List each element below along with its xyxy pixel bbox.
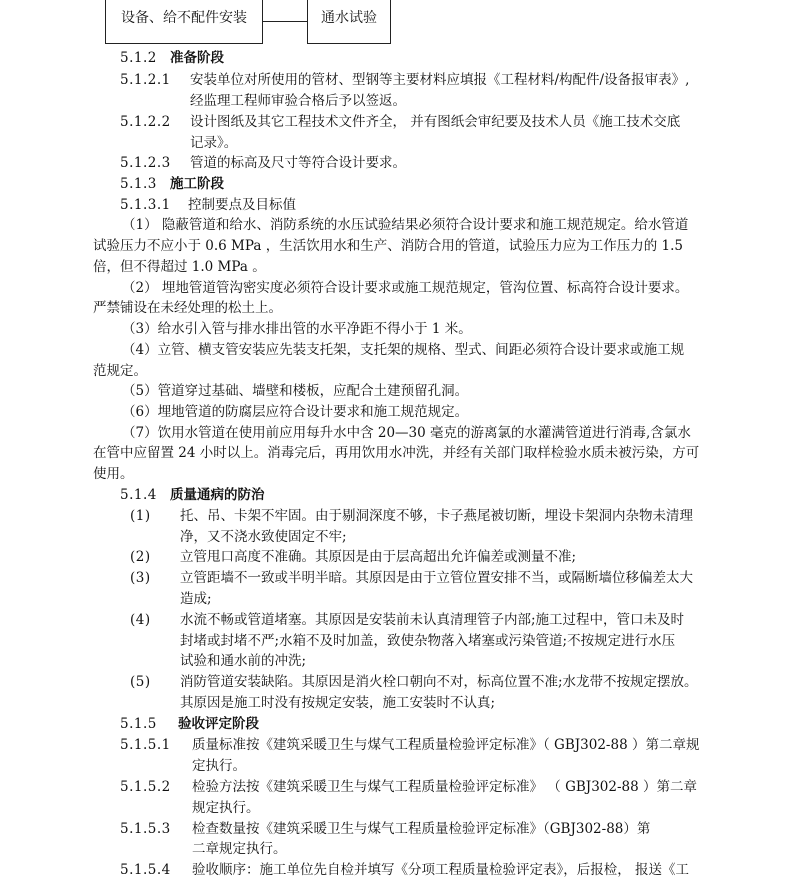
item-number: (3): [130, 570, 151, 586]
item-text-line: 设计图纸及其它工程技术文件齐全， 并有图纸会审纪要及技术人员《施工技术交底: [190, 114, 681, 130]
section-heading: 准备阶段: [170, 50, 224, 66]
para-line: （1） 隐蔽管道和给水、消防系统的水压试验结果必须符合设计要求和施工规范规定。给水管道: [122, 217, 689, 233]
para-line: （6）埋地管道的防腐层应符合设计要求和施工规范规定。: [122, 404, 469, 420]
para-line: （5）管道穿过基础、墙壁和楼板，应配合土建预留孔洞。: [122, 383, 469, 399]
item-text-line: 检查数量按《建筑采暖卫生与煤气工程质量检验评定标准》（GBJ302-88）第: [192, 821, 651, 837]
section-number: 5.1.2: [120, 50, 157, 66]
subsection-number: 5.1.3.1: [120, 197, 171, 213]
item-number: 5.1.5.1: [120, 737, 171, 753]
item-number: (5): [130, 674, 151, 690]
item-number: (1): [130, 508, 151, 524]
para-line: （7）饮用水管道在使用前应用每升水中含 20—30 毫克的游离氯的水灌满管道进行消毒,含氯水: [122, 425, 691, 441]
item-text-line: 经监理工程师审验合格后予以签返。: [190, 93, 406, 109]
item-text-line: 封堵或封堵不严;水箱不及时加盖，致使杂物落入堵塞或污染管道;不按规定进行水压: [180, 633, 676, 649]
item-text-line: 安装单位对所使用的管材、型钢等主要材料应填报《工程材料/构配件/设备报审表》,: [190, 72, 690, 88]
para-line: （2） 埋地管道管沟密实度必须符合设计要求或施工规范规定，管沟位置、标高符合设计要求。: [122, 280, 689, 296]
para-line: 使用。: [93, 466, 134, 482]
section-number: 5.1.4: [120, 487, 157, 503]
para-line: （3）给水引入管与排水排出管的水平净距不得小于 1 米。: [122, 321, 472, 337]
section-number: 5.1.3: [120, 176, 157, 192]
subsection-heading: 控制要点及目标值: [188, 197, 296, 213]
item-text-line: 二章规定执行。: [192, 841, 287, 857]
item-text-line: 托、吊、卡架不牢固。由于剔洞深度不够，卡子燕尾被切断，埋设卡架洞内杂物未清理: [180, 508, 693, 524]
para-line: 严禁铺设在未经处理的松土上。: [93, 300, 282, 316]
section-heading: 质量通病的防治: [170, 487, 265, 503]
item-text-line: 水流不畅或管道堵塞。其原因是安装前未认真清理管子内部;施工过程中，管口未及时: [180, 612, 685, 628]
para-line: 试验压力不应小于 0.6 MPa ，生活饮用水和生产、消防合用的管道，试验压力应为工作压力的 1.5: [93, 238, 683, 254]
item-text-line: 检验方法按《建筑采暖卫生与煤气工程质量检验评定标准》 （ GBJ302-88 ）第二章: [192, 779, 697, 795]
item-text-line: 验收顺序：施工单位先自检并填写《分项工程质量检验评定表》，后报检， 报送《工: [192, 862, 690, 878]
item-number: 5.1.5.4: [120, 862, 171, 878]
flow-box-equipment-install: 设备、给不配件安装: [105, 0, 263, 44]
item-text-line: 立管甩口高度不准确。其原因是由于层高超出允许偏差或测量不准;: [180, 549, 577, 565]
section-heading: 验收评定阶段: [178, 716, 259, 732]
item-number: (4): [130, 612, 151, 628]
item-number: 5.1.5.3: [120, 821, 171, 837]
item-number: 5.1.2.3: [120, 155, 171, 171]
para-line: 在管中应留置 24 小时以上。消毒完后，再用饮用水冲洗，并经有关部门取样检验水质未被污染，方可: [93, 445, 700, 461]
item-text-line: 规定执行。: [192, 800, 260, 816]
item-text-line: 记录》。: [190, 135, 238, 151]
item-text-line: 消防管道安装缺陷。其原因是消火栓口朝向不对，标高位置不准;水龙带不按规定摆放。: [180, 674, 698, 690]
item-number: 5.1.2.1: [120, 72, 171, 88]
item-number: 5.1.5.2: [120, 779, 171, 795]
item-text-line: 定执行。: [192, 758, 246, 774]
item-text-line: 造成;: [180, 591, 212, 607]
flow-connector: [263, 21, 307, 22]
para-line: 倍，但不得超过 1.0 MPa 。: [93, 259, 266, 275]
item-text-line: 净，又不浇水致使固定不牢;: [180, 529, 347, 545]
para-line: （4）立管、横支管安装应先装支托架，支托架的规格、型式、间距必须符合设计要求或施工规: [122, 342, 685, 358]
item-text-line: 管道的标高及尺寸等符合设计要求。: [190, 155, 406, 171]
item-text-line: 试验和通水前的冲洗;: [180, 653, 307, 669]
item-number: (2): [130, 549, 151, 565]
item-text-line: 质量标准按《建筑采暖卫生与煤气工程质量检验评定标准》（ GBJ302-88 ）第二章规: [192, 737, 700, 753]
item-text-line: 立管距墙不一致或半明半暗。其原因是由于立管位置安排不当，或隔断墙位移偏差太大: [180, 570, 693, 586]
item-text-line: 其原因是施工时没有按规定安装，施工安装时不认真;: [180, 695, 496, 711]
section-number: 5.1.5: [120, 716, 157, 732]
section-heading: 施工阶段: [170, 176, 224, 192]
flow-box-water-test: 通水试验: [307, 0, 391, 44]
para-line: 范规定。: [93, 363, 147, 379]
item-number: 5.1.2.2: [120, 114, 171, 130]
